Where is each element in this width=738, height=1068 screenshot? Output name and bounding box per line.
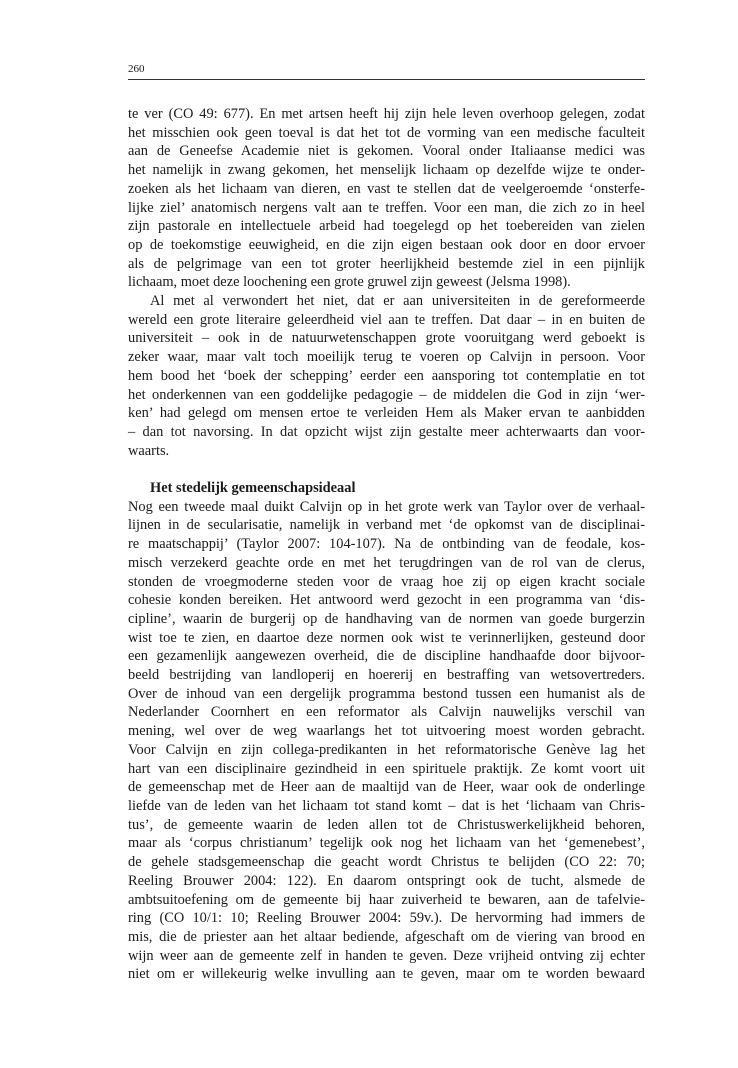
text-line: als de pelgrimage van een tot groter heerlijkheid bestemde ziel in een pijnlijk: [128, 255, 645, 272]
text-line: Nederlander Coornhert en een reformator als Calvijn nauwelijks verschil van: [128, 704, 645, 721]
text-line: het namelijk in zwang gekomen, het menselijk lichaam op dezelfde wijze te onder-: [128, 162, 645, 179]
paragraph-3: [128, 498, 645, 984]
text-line: lijke ziel’ anatomisch nergens valt aan te treffen. Voor een man, die zich zo in heel: [128, 199, 645, 216]
text-line: de gemeenschap met de Heer aan de maaltijd van de Heer, waar ook de onderlinge: [128, 779, 645, 796]
text-line: te ver (CO 49: 677). En met artsen heeft hij zijn hele leven overhoop gelegen, zodat: [128, 106, 645, 122]
text-line: liefde van de leden van het lichaam tot stand komt – dat is het ‘lichaam van Chris-: [128, 798, 645, 814]
text-line: Voor Calvijn en zijn collega-predikanten in het reformatorische Genève lag het: [128, 741, 645, 758]
text-line: lichaam, moet deze loochening een grote gruwel zijn geweest (Jelsma 1998).: [128, 274, 571, 291]
text-line: aan de Geneefse Academie niet is gekomen. Vooral onder Italiaanse medici was: [128, 143, 645, 160]
paragraph-1: [128, 105, 645, 292]
text-line: hart van een disciplinaire gezindheid in een spirituele praktijk. Ze komt voort uit: [128, 760, 645, 777]
text-line: maar als ‘corpus christianum’ tegelijk ook nog het lichaam van het ‘gemenebest’,: [128, 835, 645, 852]
text-line: tus’, de gemeente waarin de leden allen tot de Christuswerkelijkheid behoren,: [128, 816, 645, 833]
text-line: lijnen in de secularisatie, namelijk in verband met ‘de opkomst van de disciplinai-: [128, 517, 645, 534]
text-line: de gehele stadsgemeenschap die geacht wordt Christus te belijden (CO 22: 70;: [128, 854, 645, 871]
text-line: ken’ had gelegd om mensen ertoe te verleiden Hem als Maker ervan te aanbidden: [128, 405, 645, 422]
text-line: Reeling Brouwer 2004: 122). En daarom ontspringt ook de tucht, alsmede de: [128, 872, 645, 889]
text-line: waarts.: [128, 442, 170, 459]
paragraph-2: [128, 292, 645, 460]
text-line: zeker waar, maar valt toch moeilijk terug te voeren op Calvijn in persoon. Voor: [128, 349, 645, 366]
running-header: [128, 62, 645, 80]
section-heading: Het stedelijk gemeenschapsideaal: [150, 480, 356, 497]
text-line: cohesie konden bereiken. Het antwoord werd gezocht in een programma van ‘dis-: [128, 592, 645, 609]
text-line: cipline’, waarin de burgerij op de handhaving van de normen van goede burgerzin: [128, 610, 645, 627]
text-line: beeld bestrijding van landloperij en hoererij en bestraffing van wetsovertreders.: [128, 667, 645, 684]
text-line: wist toe te zien, en daartoe deze normen ook wist te verinnerlijken, gesteund door: [128, 629, 645, 646]
text-line: mening, wel over de weg waarlangs het tot uitvoering moest worden gebracht.: [128, 723, 645, 740]
text-line: Al met al verwondert het niet, dat er aan universiteiten in de gereformeerde: [150, 293, 645, 310]
text-line: zijn pastorale en intellectuele arbeid had toegelegd op het toebereiden van zielen: [128, 218, 645, 235]
text-line: het misschien ook geen toeval is dat het tot de vorming van een medische faculteit: [128, 124, 645, 141]
text-line: ambtsuitoefening om de gemeente bij haar zuiverheid te bewaren, aan de tafelvie-: [128, 891, 645, 908]
text-line: – dan tot navorsing. In dat opzicht wijst zijn gestalte meer achterwaarts dan voor-: [128, 423, 645, 440]
text-line: Nog een tweede maal duikt Calvijn op in het grote werk van Taylor over de verhaal-: [128, 498, 645, 515]
page-number: 260: [128, 63, 145, 75]
text-line: re maatschappij’ (Taylor 2007: 104-107). Na de ontbinding van de feodale, kos-: [128, 536, 645, 553]
text-line: Over de inhoud van een dergelijk programma bestond tussen een humanist als de: [128, 685, 645, 702]
section-spacer: [128, 460, 645, 479]
text-line: het onderkennen van een goddelijke pedagogie – de middelen die God in zijn ‘wer-: [128, 386, 645, 403]
header-rule: [128, 79, 645, 80]
text-line: wereld een grote literaire geleerdheid viel aan te treffen. Dat daar – in en buiten de: [128, 311, 645, 328]
text-line: zoeken als het lichaam van dieren, en vast te stellen dat de veelgeroemde ‘onsterfe-: [128, 180, 645, 197]
text-line: op de toekomstige eeuwigheid, en die zijn eigen bestaan ook door en door ervoer: [128, 236, 645, 253]
text-line: wijn weer aan de gemeente zelf in handen te geven. Deze vrijheid ontving zij echter: [128, 947, 645, 964]
text-line: hem bood het ‘boek der schepping’ eerder een aansporing tot contemplatie en tot: [128, 367, 645, 384]
text-line: niet om er willekeurig welke invulling aan te geven, maar om te worden bewaard: [128, 966, 645, 983]
text-line: universiteit – ook in de natuurwetenschappen grote vooruitgang werd geboekt is: [128, 330, 645, 347]
text-line: stonden de vroegmoderne steden voor de vraag hoe zij op eigen kracht sociale: [128, 573, 645, 590]
text-line: mis, die de priester aan het altaar bediende, afgeschaft om de viering van brood en: [128, 928, 645, 945]
text-line: ring (CO 10/1: 10; Reeling Brouwer 2004: 59v.). De hervorming had immers de: [128, 910, 645, 927]
body-text: [128, 105, 645, 984]
text-line: misch verzekerd geachte orde en met het terugdringen van de rol van de clerus,: [128, 554, 645, 571]
text-line: een gezamenlijk aangewezen overheid, die de discipline handhaafde door bijvoor-: [128, 648, 645, 665]
